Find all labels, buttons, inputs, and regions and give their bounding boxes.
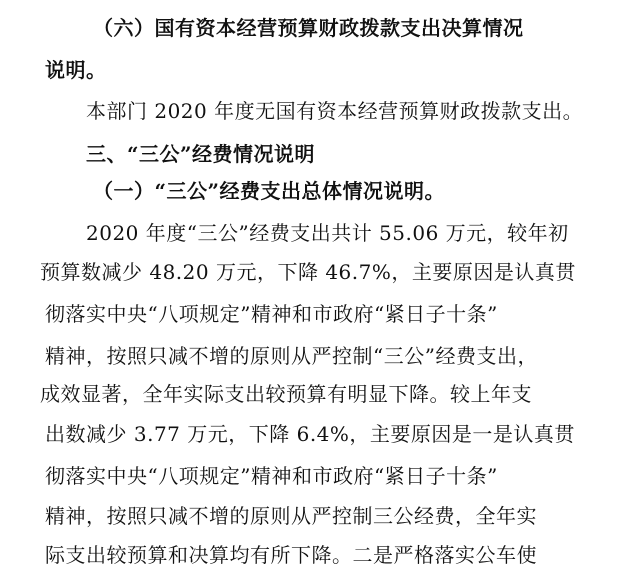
chapter-heading: 三、“三公”经费情况说明	[86, 142, 316, 166]
paragraph-line: 出数减少 3.77 万元，下降 6.4%，主要原因是一是认真贯	[45, 422, 575, 446]
subsection-heading: （一）“三公”经费支出总体情况说明。	[93, 179, 446, 203]
paragraph-line: 精神，按照只减不增的原则从严控制“三公”经费支出，	[45, 344, 538, 368]
paragraph-line: 2020 年度“三公”经费支出共计 55.06 万元，较年初	[86, 221, 569, 245]
paragraph-line: 精神，按照只减不增的原则从严控制三公经费，全年实	[45, 504, 537, 528]
paragraph-line: 彻落实中央“八项规定”精神和市政府“紧日子十条”	[45, 302, 498, 326]
section-heading-line-1: （六）国有资本经营预算财政拨款支出决算情况	[93, 16, 524, 40]
section-heading-line-2: 说明。	[45, 58, 107, 82]
paragraph-line: 彻落实中央“八项规定”精神和市政府“紧日子十条”	[45, 464, 498, 488]
paragraph-line: 成效显著，全年实际支出较预算有明显下降。较上年支	[40, 382, 532, 406]
paragraph-line: 预算数减少 48.20 万元，下降 46.7%，主要原因是认真贯	[40, 260, 576, 284]
paragraph-line: 本部门 2020 年度无国有资本经营预算财政拨款支出。	[86, 99, 584, 123]
paragraph-line: 际支出较预算和决算均有所下降。二是严格落实公车使	[45, 543, 537, 567]
